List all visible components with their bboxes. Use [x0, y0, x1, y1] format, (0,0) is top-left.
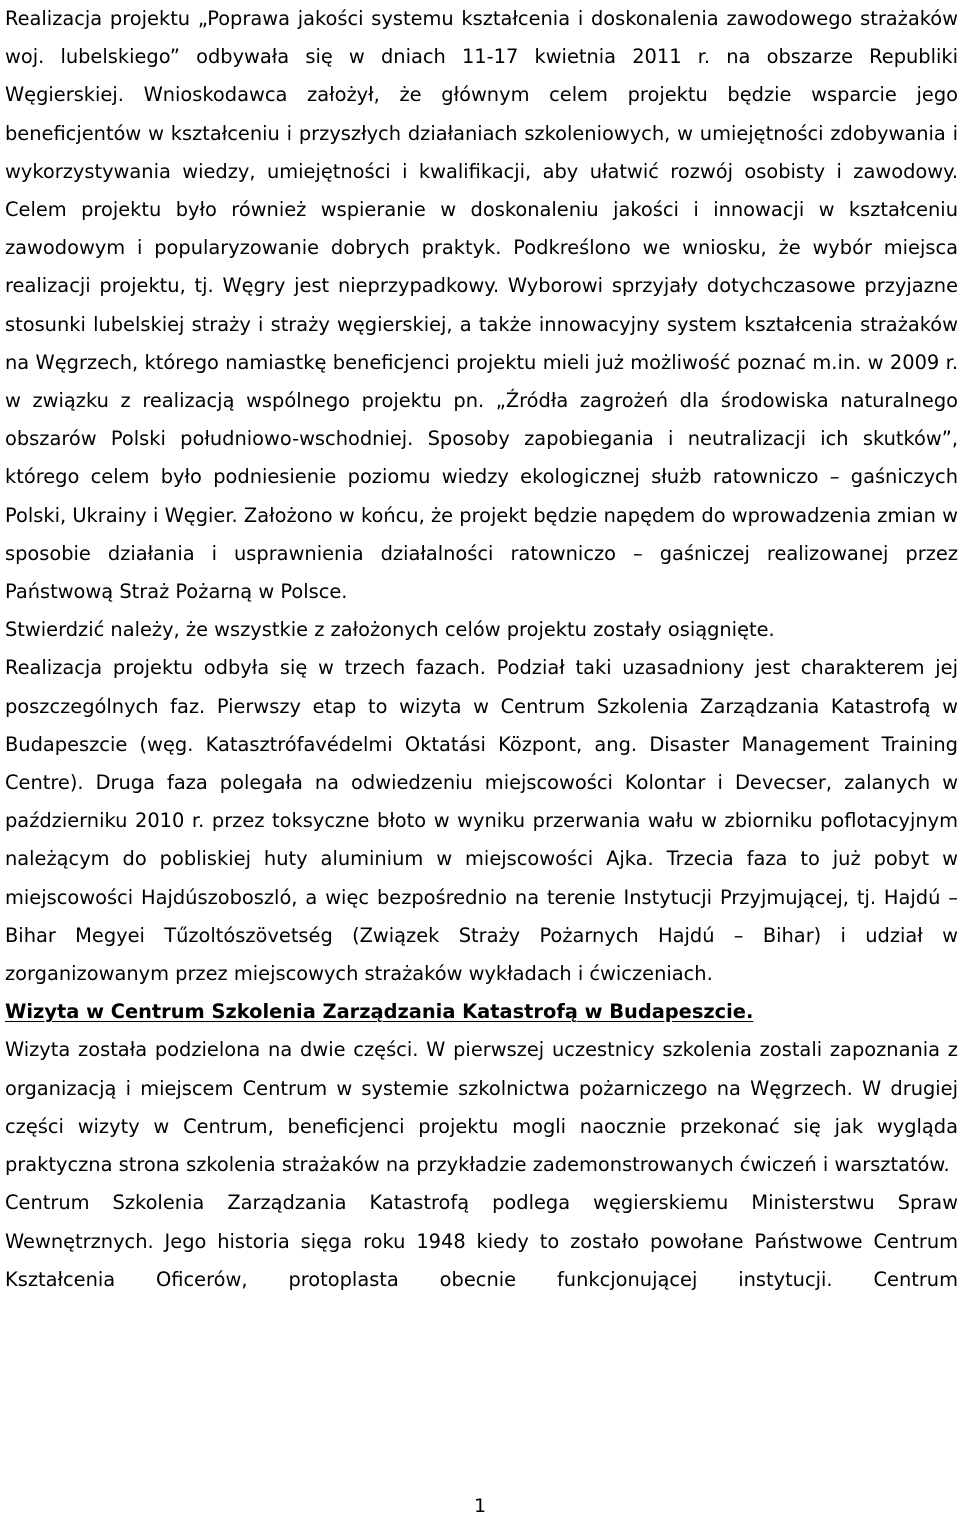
phases-paragraph: Realizacja projektu odbyła się w trzech fazach. Podział taki uzasadniony jest charakterem jej poszczególnych faz. Pierwszy etap to wizyta w Centrum Szkolenia Zarządzania Katastrofą w Budapeszcie (węg. Katasztrófavédelmi Oktatási Központ, ang. Disaster Management Training Centre). Druga faza polegała na odwiedzeniu miejscowości Kolontar i Devecser, zalanych w październiku 2010 r. przez toksyczne błoto w wyniku przerwania wału w zbiorniku poflotacyjnym należącym do pobliskiej huty aluminium w miejscowości Ajka. Trzecia faza to już pobyt w miejscowości Hajdúszoboszló, a więc bezpośrednio na terenie Instytucji Przyjmującej, tj. Hajdú – Bihar Megyei Tűzoltószövetség (Związek Straży Pożarnych Hajdú – Bihar) i udział w zorganizowanym przez miejscowych strażaków wykładach i ćwiczeniach.	[5, 656, 958, 986]
page-number: 1	[473, 1495, 487, 1517]
intro-paragraph: Realizacja projektu „Poprawa jakości systemu kształcenia i doskonalenia zawodowego strażaków woj. lubelskiego” odbywała się w dniach 11-17 kwietnia 2011 r. na obszarze Republiki Węgierskiej. Wnioskodawca założył, że głównym celem projektu będzie wsparcie jego beneficjentów w kształceniu i przyszłych działaniach szkoleniowych, w umiejętności zdobywania i wykorzystywania wiedzy, umiejętności i kwalifikacji, aby ułatwić rozwój osobisty i zawodowy. Celem projektu było również wspieranie w doskonaleniu jakości i innowacji w kształceniu zawodowym i popularyzowanie dobrych praktyk. Podkreślono we wniosku, że wybór miejsca realizacji projektu, tj. Węgry jest nieprzypadkowy. Wyborowi sprzyjały dotychczasowe przyjazne stosunki lubelskiej straży i straży węgierskiej, a także innowacyjny system kształcenia strażaków na Węgrzech, którego namiastkę beneficjenci projektu mieli już możliwość poznać m.in. w 2009 r. w związku z realizacją wspólnego projektu pn. „Źródła zagrożeń dla środowiska naturalnego obszarów Polski południowo-wschodniej. Sposoby zapobiegania i neutralizacji ich skutków”, którego celem było podniesienie poziomu wiedzy ekologicznej służb ratowniczo – gaśniczych Polski, Ukrainy i Węgier. Założono w końcu, że projekt będzie napędem do wprowadzenia zmian w sposobie działania i usprawnienia działalności ratowniczo – gaśniczej realizowanej przez Państwową Straż Pożarną w Polsce.	[5, 7, 958, 604]
section-heading: Wizyta w Centrum Szkolenia Zarządzania Katastrofą w Budapeszcie.	[5, 1000, 754, 1024]
document-page	[5, 0, 958, 1299]
conclusion-paragraph: Stwierdzić należy, że wszystkie z założonych celów projektu zostały osiągnięte.	[5, 618, 775, 642]
centre-paragraph: Centrum Szkolenia Zarządzania Katastrofą podlega węgierskiemu Ministerstwu Spraw Wewnętrznych. Jego historia sięga roku 1948 kiedy to zostało powołane Państwowe Centrum Kształcenia Oficerów, protoplasta obecnie funkcjonującej instytucji. Centrum	[5, 1191, 958, 1291]
visit-paragraph: Wizyta została podzielona na dwie części. W pierwszej uczestnicy szkolenia zostali zapoznania z organizacją i miejscem Centrum w systemie szkolnictwa pożarniczego na Węgrzech. W drugiej części wizyty w Centrum, beneficjenci projektu mogli naocznie przekonać się jak wygląda praktyczna strona szkolenia strażaków na przykładzie zademonstrowanych ćwiczeń i warsztatów.	[5, 1038, 958, 1177]
